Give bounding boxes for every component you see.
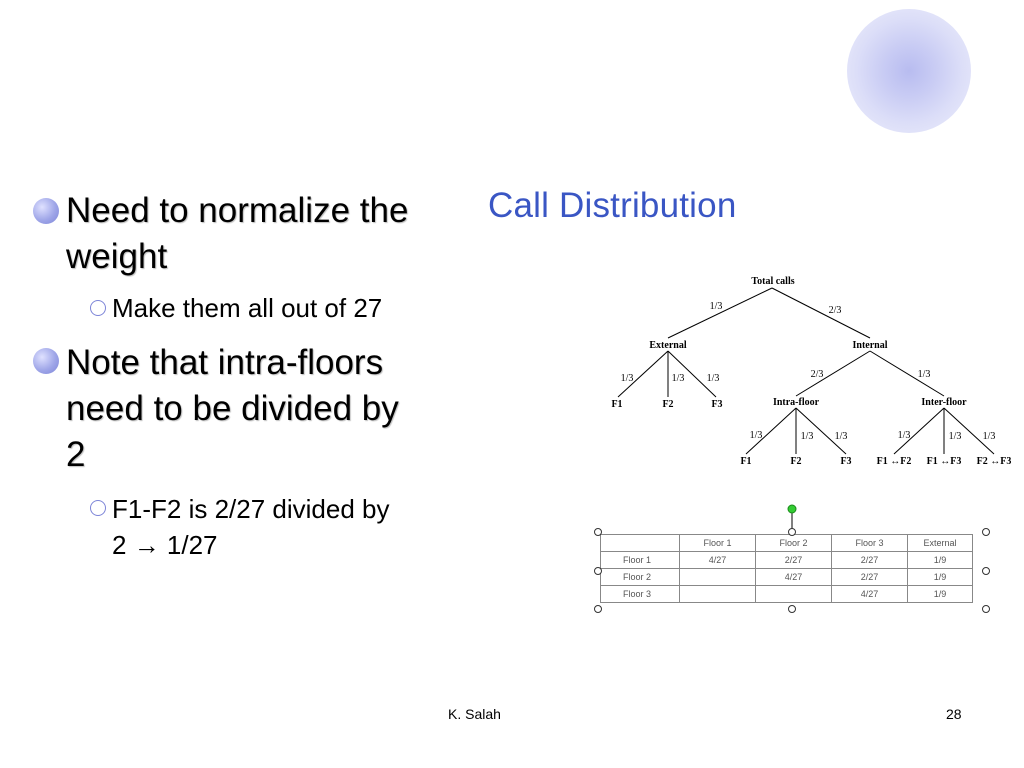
bullet-1-line-2: weight bbox=[66, 237, 168, 276]
table-row bbox=[601, 552, 973, 569]
tree-weight: 2/3 bbox=[828, 305, 842, 316]
tree-weight: 2/3 bbox=[810, 369, 824, 380]
bullet-2-line-1: Note that intra-floors bbox=[66, 343, 384, 382]
right-arrow-icon: → bbox=[133, 530, 160, 560]
table-cell bbox=[680, 569, 756, 586]
table-row-header: Floor 2 bbox=[601, 569, 680, 586]
tree-inter-leaf: F1 ↔F2 bbox=[876, 456, 912, 467]
table-row bbox=[601, 569, 973, 586]
table-header-row bbox=[601, 535, 973, 552]
tree-weight: 1/3 bbox=[982, 431, 996, 442]
tree-inter-label: Inter-floor bbox=[921, 397, 967, 408]
table-cell: 2/27 bbox=[832, 552, 908, 569]
resize-handle-icon[interactable] bbox=[594, 605, 602, 613]
tree-intra-leaf: F1 bbox=[740, 456, 752, 467]
table-header-cell bbox=[601, 535, 680, 552]
tree-internal-label: Internal bbox=[852, 340, 888, 351]
table-cell bbox=[756, 586, 832, 603]
resize-handle-icon[interactable] bbox=[594, 528, 602, 536]
resize-handle-icon[interactable] bbox=[982, 605, 990, 613]
sub-bullet-2-line-1: F1-F2 is 2/27 divided by bbox=[112, 494, 390, 524]
tree-weight: 1/3 bbox=[620, 373, 634, 384]
footer-author: K. Salah bbox=[448, 706, 501, 722]
table-cell: 4/27 bbox=[756, 569, 832, 586]
tree-root-label: Total calls bbox=[751, 276, 795, 287]
call-distribution-table bbox=[600, 534, 973, 603]
tree-intra-leaf: F2 bbox=[790, 456, 802, 467]
footer-page-number: 28 bbox=[946, 706, 962, 722]
table-row bbox=[601, 586, 973, 603]
tree-inter-leaf: F2 ↔F3 bbox=[976, 456, 1012, 467]
tree-weight: 1/3 bbox=[917, 369, 931, 380]
resize-handle-icon[interactable] bbox=[594, 567, 602, 575]
tree-weight: 1/3 bbox=[671, 373, 685, 384]
resize-handle-icon[interactable] bbox=[788, 605, 796, 613]
table-header-cell: Floor 3 bbox=[832, 535, 908, 552]
tree-intra-leaf: F3 bbox=[840, 456, 852, 467]
tree-weight: 1/3 bbox=[709, 301, 723, 312]
sub-bullet-2-post: 1/27 bbox=[159, 530, 218, 560]
tree-inter-leaf: F1 ↔F3 bbox=[926, 456, 962, 467]
tree-weight: 1/3 bbox=[834, 431, 848, 442]
resize-handle-icon[interactable] bbox=[982, 528, 990, 536]
table-cell: 1/9 bbox=[908, 552, 973, 569]
tree-external-leaf: F2 bbox=[662, 399, 674, 410]
table-header-cell: External bbox=[908, 535, 973, 552]
tree-weight: 1/3 bbox=[897, 430, 911, 441]
table-row-header: Floor 3 bbox=[601, 586, 680, 603]
slide-title: Call Distribution bbox=[488, 186, 737, 225]
table-cell: 2/27 bbox=[832, 569, 908, 586]
resize-handle-icon[interactable] bbox=[982, 567, 990, 575]
table-cell: 1/9 bbox=[908, 586, 973, 603]
tree-weight: 1/3 bbox=[749, 430, 763, 441]
tree-external-label: External bbox=[649, 340, 687, 351]
resize-handle-icon[interactable] bbox=[788, 528, 796, 536]
table-row-header: Floor 1 bbox=[601, 552, 680, 569]
tree-weight: 1/3 bbox=[706, 373, 720, 384]
table-cell bbox=[680, 586, 756, 603]
table-cell: 2/27 bbox=[756, 552, 832, 569]
table-cell: 1/9 bbox=[908, 569, 973, 586]
bullet-1-line-1: Need to normalize the bbox=[66, 191, 409, 230]
tree-intra-label: Intra-floor bbox=[772, 397, 820, 408]
table-header-cell: Floor 2 bbox=[756, 535, 832, 552]
tree-weight: 1/3 bbox=[948, 431, 962, 442]
sub-bullet-1-text: Make them all out of 27 bbox=[112, 293, 383, 323]
rotate-handle-icon[interactable] bbox=[788, 505, 796, 513]
tree-external-leaf: F3 bbox=[711, 399, 723, 410]
tree-weight: 1/3 bbox=[800, 431, 814, 442]
table-cell: 4/27 bbox=[832, 586, 908, 603]
bullet-2-line-3: 2 bbox=[66, 435, 86, 474]
tree-external-leaf: F1 bbox=[611, 399, 623, 410]
sub-bullet-2-pre: 2 bbox=[112, 530, 134, 560]
bullet-2-line-2: need to be divided by bbox=[66, 389, 399, 428]
table-cell: 4/27 bbox=[680, 552, 756, 569]
table-header-cell: Floor 1 bbox=[680, 535, 756, 552]
